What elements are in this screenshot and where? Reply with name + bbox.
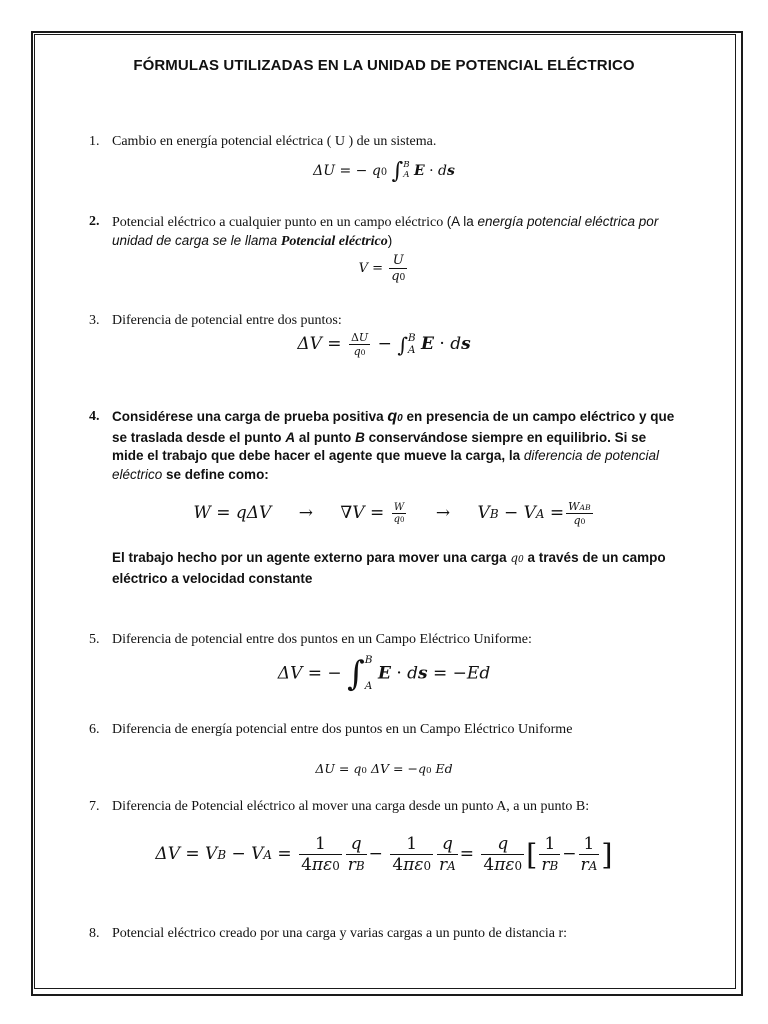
- item-number: 6.: [89, 722, 100, 737]
- item-number: 1.: [89, 134, 100, 149]
- equation-potential-energy-change: ΔU = − q0 ∫ B A E · ds: [313, 158, 455, 184]
- item-text: Diferencia de energía potencial entre dos puntos en un Campo Eléctrico Uniforme: [112, 722, 573, 737]
- equation-electric-potential: V = $\frac{U}{q0}$: [358, 253, 406, 284]
- item-text-note: energía potencial eléctrica por unidad de carga se le llama: [112, 214, 659, 248]
- equation-uniform-field-potential: ΔV = − ∫ B A E · ds = −Ed: [277, 654, 491, 694]
- document-title: FÓRMULAS UTILIZADAS EN LA UNIDAD DE POTENCIAL ELÉCTRICO: [133, 57, 635, 74]
- item-text: Potencial eléctrico a cualquier punto en un campo eléctrico: [112, 215, 444, 230]
- item-text-p3: al punto: [295, 429, 356, 445]
- item-text-p4: conservándose siempre en equilibrio. Si se mide el trabajo que debe hacer el agente que mueve la carga, la: [112, 429, 647, 463]
- item-number: 8.: [89, 926, 100, 941]
- item-number: 5.: [89, 632, 100, 647]
- item-text-p5: diferencia de potencial eléctrico: [112, 448, 660, 482]
- point-a-symbol: A: [285, 429, 296, 445]
- point-b-symbol: B: [355, 429, 365, 445]
- item-number: 7.: [89, 799, 100, 814]
- note-text-a: El trabajo hecho por un agente externo para mover una carga: [112, 550, 511, 565]
- item-text-p2: en presencia de un campo eléctrico y que se traslada desde el punto: [112, 409, 675, 445]
- equation-potential-difference: ΔV = $\frac{\Delta U}{q0}$ − ∫ B A E · ds: [297, 331, 471, 358]
- item-number: 2.: [89, 214, 100, 229]
- item-text-note-bold: Potencial eléctrico: [280, 234, 388, 249]
- note-text-b: a través de un campo eléctrico a velocidad constante: [112, 550, 666, 586]
- equation-work-potential: W = qΔV → ∇V = $\frac{W}{q0}$ → VB − VA = $\frac{\text{WAB}}{q0}$: [193, 500, 591, 527]
- formula-item-4-note: El trabajo hecho por un agente externo para mover una carga q0 a través de un campo eléctrico a velocidad constante: [112, 550, 666, 586]
- item-number: 4.: [89, 409, 100, 424]
- item-text: Potencial eléctrico creado por una carga y varias cargas a un punto de distancia r:: [112, 926, 568, 941]
- equation-point-charge-potential-difference: ΔV = VB − VA = $\frac{1}{4\pi\varepsilon 0}$ $\frac{q}{rB}$ − $\frac{1}{4\pi\varepsilon 0}$ $\frac{q}{rA}$ = $\frac{q}{4\pi\varepsilon 0}$ [ $\frac{1}{rB}$ − $\frac{1}{rA}$ ]: [155, 834, 613, 875]
- item-text-note-close: ): [387, 233, 393, 248]
- equation-uniform-field-energy: ΔU = q0 ΔV = −q0 Ed: [315, 761, 453, 776]
- item-text-p1: Considérese una carga de prueba positiva: [112, 409, 388, 424]
- item-text: Diferencia de Potencial eléctrico al mover una carga desde un punto A, a un punto B:: [112, 799, 590, 814]
- item-text-note-open: (A la: [446, 214, 478, 229]
- item-text: Diferencia de potencial entre dos puntos en un Campo Eléctrico Uniforme:: [112, 632, 532, 647]
- item-text: Cambio en energía potencial eléctrica ( U ) de un sistema.: [112, 134, 437, 149]
- item-text: Diferencia de potencial entre dos puntos:: [112, 313, 342, 328]
- item-number: 3.: [89, 313, 100, 328]
- charge-q-symbol: q: [387, 408, 398, 425]
- item-text-p6: se define como:: [162, 466, 269, 482]
